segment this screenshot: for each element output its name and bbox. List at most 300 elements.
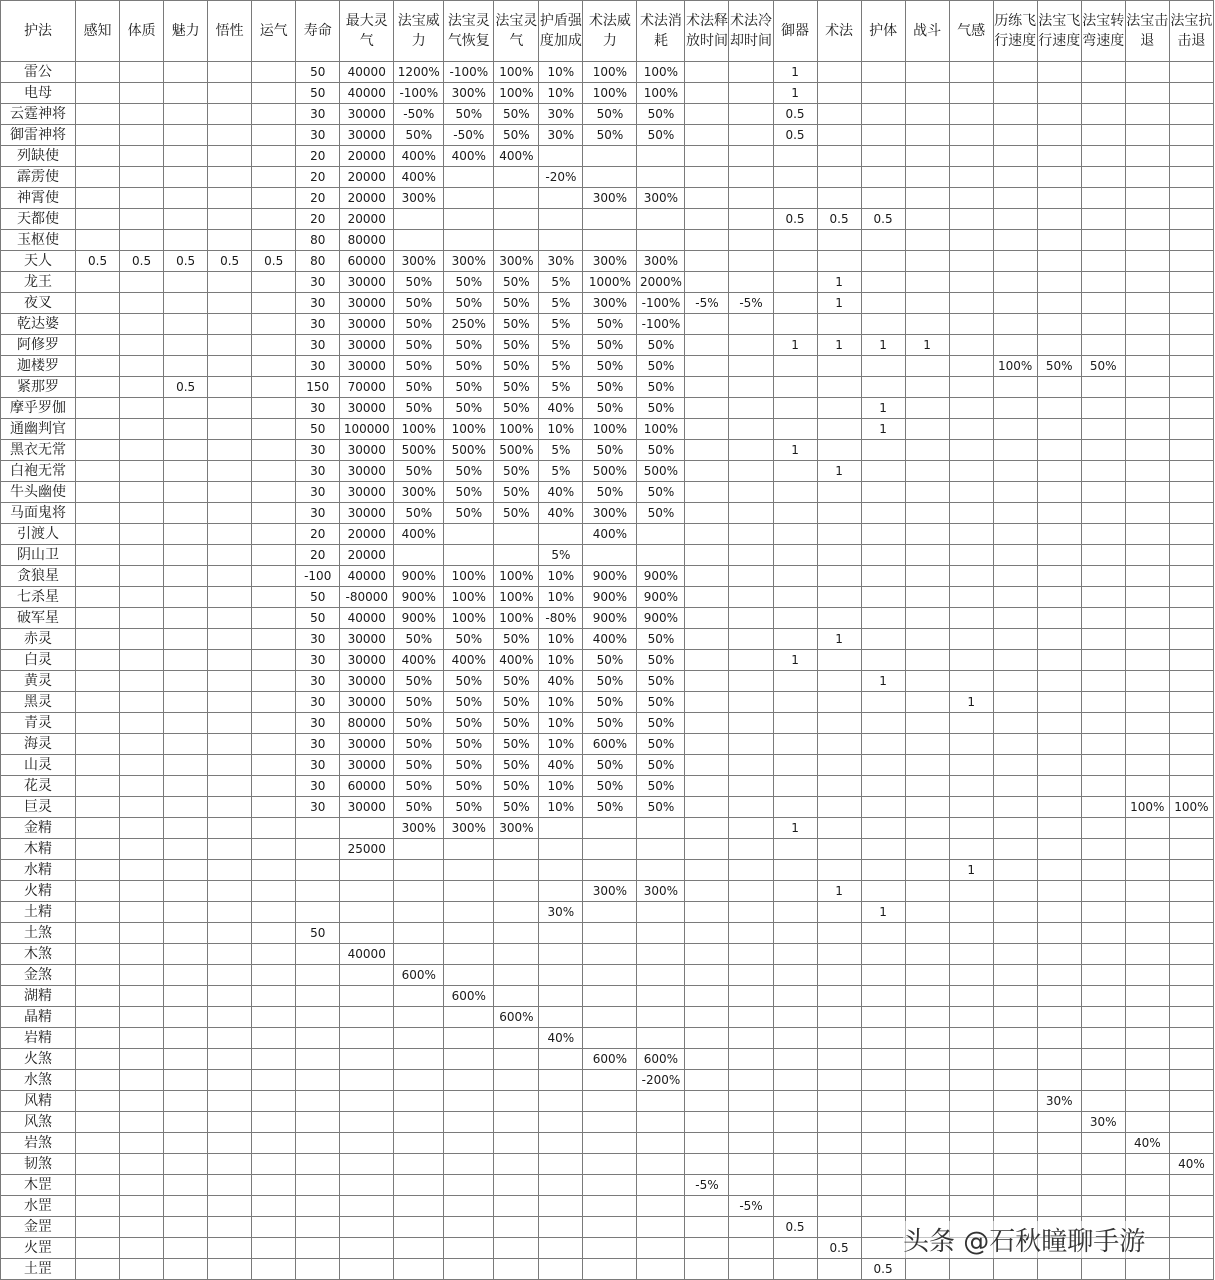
stat-cell: 50%: [494, 797, 539, 818]
stat-cell: 30000: [340, 461, 394, 482]
stat-cell: [949, 314, 993, 335]
stat-cell: [905, 1133, 949, 1154]
stat-cell: [1081, 944, 1125, 965]
stat-cell: [1125, 1070, 1169, 1091]
stat-cell: [208, 314, 252, 335]
stat-cell: [1125, 944, 1169, 965]
stat-cell: [340, 1196, 394, 1217]
stat-cell: [252, 167, 296, 188]
stat-cell: [1081, 1070, 1125, 1091]
stat-cell: [773, 524, 817, 545]
stat-cell: [208, 1049, 252, 1070]
stat-cell: [120, 671, 164, 692]
table-row: [1, 566, 1214, 587]
stat-cell: [993, 146, 1037, 167]
stat-cell: [444, 1238, 494, 1259]
stat-cell: [1169, 587, 1213, 608]
stat-cell: [1037, 1028, 1081, 1049]
stat-cell: 100%: [494, 566, 539, 587]
stat-cell: [1125, 1196, 1169, 1217]
stat-cell: 100%: [637, 83, 685, 104]
stat-cell: [252, 1238, 296, 1259]
stat-cell: 50%: [394, 461, 444, 482]
stat-cell: [120, 608, 164, 629]
stat-cell: [1125, 965, 1169, 986]
stat-cell: [773, 608, 817, 629]
table-row: [1, 314, 1214, 335]
stat-cell: [1125, 671, 1169, 692]
stat-cell: [296, 1217, 340, 1238]
stat-cell: 20: [296, 209, 340, 230]
stat-cell: 400%: [394, 524, 444, 545]
protector-name-cell: 山灵: [1, 755, 76, 776]
stat-cell: [1081, 377, 1125, 398]
stat-cell: [1037, 1070, 1081, 1091]
protector-name-cell: 湖精: [1, 986, 76, 1007]
stat-cell: 10%: [539, 776, 583, 797]
stat-cell: [685, 587, 729, 608]
stat-cell: [494, 902, 539, 923]
stat-cell: [817, 1196, 861, 1217]
stat-cell: [1081, 923, 1125, 944]
stat-cell: [164, 1238, 208, 1259]
stat-cell: [685, 1196, 729, 1217]
stat-cell: [252, 1175, 296, 1196]
stat-cell: [861, 860, 905, 881]
stat-cell: [729, 1238, 773, 1259]
stat-cell: [637, 944, 685, 965]
stat-cell: [729, 755, 773, 776]
stat-cell: [1081, 314, 1125, 335]
stat-cell: [773, 146, 817, 167]
stat-cell: [685, 1112, 729, 1133]
stat-cell: [729, 62, 773, 83]
stat-cell: [905, 314, 949, 335]
stat-cell: [637, 230, 685, 251]
stat-cell: [76, 671, 120, 692]
stat-cell: [861, 104, 905, 125]
stat-cell: [494, 1070, 539, 1091]
stat-cell: [164, 524, 208, 545]
column-header: 战斗: [905, 1, 949, 62]
stat-cell: [861, 1049, 905, 1070]
stat-cell: -200%: [637, 1070, 685, 1091]
stat-cell: [685, 1070, 729, 1091]
stat-cell: [539, 1259, 583, 1280]
stat-cell: [1037, 629, 1081, 650]
stat-cell: [494, 1175, 539, 1196]
stat-cell: [685, 881, 729, 902]
stat-cell: [1169, 398, 1213, 419]
stat-cell: [637, 902, 685, 923]
stat-cell: [583, 965, 637, 986]
stat-cell: [394, 545, 444, 566]
stat-cell: [773, 776, 817, 797]
stat-cell: [444, 944, 494, 965]
stat-cell: [861, 314, 905, 335]
stat-cell: 0.5: [861, 209, 905, 230]
stat-cell: 30%: [1037, 1091, 1081, 1112]
stat-cell: 0.5: [817, 209, 861, 230]
stat-cell: 30000: [340, 272, 394, 293]
stat-cell: [949, 356, 993, 377]
stat-cell: [1169, 881, 1213, 902]
stat-cell: [905, 734, 949, 755]
stat-cell: [1169, 125, 1213, 146]
stat-cell: [340, 1175, 394, 1196]
stat-cell: [1125, 587, 1169, 608]
stat-cell: [1169, 293, 1213, 314]
stat-cell: 50%: [494, 335, 539, 356]
stat-cell: [208, 587, 252, 608]
stat-cell: [905, 1070, 949, 1091]
stat-cell: [861, 566, 905, 587]
stat-cell: [729, 419, 773, 440]
stat-cell: [993, 566, 1037, 587]
stat-cell: 50%: [583, 440, 637, 461]
stat-cell: [208, 629, 252, 650]
stat-cell: [394, 1112, 444, 1133]
stat-cell: 30000: [340, 125, 394, 146]
stat-cell: [208, 461, 252, 482]
stat-cell: [120, 503, 164, 524]
stat-cell: [861, 377, 905, 398]
stat-cell: [1081, 713, 1125, 734]
stat-cell: [993, 209, 1037, 230]
stat-cell: [208, 524, 252, 545]
stat-cell: [729, 272, 773, 293]
stat-cell: [1125, 818, 1169, 839]
stat-cell: [494, 1154, 539, 1175]
stat-cell: [583, 1217, 637, 1238]
stat-cell: [583, 944, 637, 965]
stat-cell: [1081, 650, 1125, 671]
stat-cell: 0.5: [773, 104, 817, 125]
stat-cell: [1037, 209, 1081, 230]
stat-cell: 50%: [394, 776, 444, 797]
stat-cell: [76, 944, 120, 965]
stat-cell: [252, 608, 296, 629]
stat-cell: [296, 1133, 340, 1154]
stat-cell: [252, 1217, 296, 1238]
stat-cell: [583, 818, 637, 839]
stat-cell: [773, 860, 817, 881]
stat-cell: 10%: [539, 83, 583, 104]
stat-cell: [949, 188, 993, 209]
stat-cell: [729, 377, 773, 398]
stat-cell: [120, 461, 164, 482]
stat-cell: [685, 1133, 729, 1154]
table-row: [1, 104, 1214, 125]
stat-cell: [1037, 1196, 1081, 1217]
stat-cell: [1169, 692, 1213, 713]
stat-cell: [252, 587, 296, 608]
stat-cell: [729, 104, 773, 125]
stat-cell: [949, 839, 993, 860]
stat-cell: 20000: [340, 524, 394, 545]
stat-cell: -20%: [539, 167, 583, 188]
stat-cell: [685, 965, 729, 986]
column-header: 法宝转弯速度: [1081, 1, 1125, 62]
stat-cell: [296, 1070, 340, 1091]
stat-cell: [685, 104, 729, 125]
stat-cell: [1037, 335, 1081, 356]
stat-cell: 20: [296, 188, 340, 209]
stat-cell: 1: [861, 335, 905, 356]
stat-cell: [583, 167, 637, 188]
stat-cell: 50%: [444, 272, 494, 293]
stat-cell: [729, 398, 773, 419]
stat-cell: [164, 1196, 208, 1217]
stat-cell: [773, 503, 817, 524]
stat-cell: [296, 944, 340, 965]
stat-cell: [1037, 167, 1081, 188]
stat-cell: 100%: [1169, 797, 1213, 818]
stat-cell: 50%: [494, 293, 539, 314]
stat-cell: 50%: [444, 692, 494, 713]
stat-cell: [1125, 356, 1169, 377]
column-header: 法宝灵气: [494, 1, 539, 62]
stat-cell: [637, 1133, 685, 1154]
stat-cell: [76, 734, 120, 755]
stat-cell: [164, 755, 208, 776]
stat-cell: [949, 1154, 993, 1175]
stat-cell: [1037, 461, 1081, 482]
stat-cell: 40%: [539, 755, 583, 776]
stat-cell: [905, 608, 949, 629]
stat-cell: [76, 566, 120, 587]
protector-name-cell: 青灵: [1, 713, 76, 734]
table-row: [1, 440, 1214, 461]
stat-cell: [949, 1112, 993, 1133]
stat-cell: 50%: [494, 377, 539, 398]
column-header: 魅力: [164, 1, 208, 62]
stat-cell: [583, 1154, 637, 1175]
stat-cell: [1125, 167, 1169, 188]
stat-cell: 1: [773, 650, 817, 671]
stat-cell: 900%: [583, 608, 637, 629]
stat-cell: [817, 167, 861, 188]
stat-cell: [1081, 671, 1125, 692]
stat-cell: 300%: [583, 881, 637, 902]
stat-cell: [1169, 377, 1213, 398]
stat-cell: [817, 734, 861, 755]
stat-cell: [296, 902, 340, 923]
stat-cell: 100%: [444, 608, 494, 629]
table-row: [1, 83, 1214, 104]
stat-cell: [76, 1217, 120, 1238]
stat-cell: 50%: [637, 440, 685, 461]
stat-cell: [905, 524, 949, 545]
stat-cell: [583, 1091, 637, 1112]
stat-cell: [949, 545, 993, 566]
stat-cell: [1037, 671, 1081, 692]
stat-cell: 50%: [1037, 356, 1081, 377]
stat-cell: 20: [296, 167, 340, 188]
stat-cell: [905, 440, 949, 461]
stat-cell: [1081, 881, 1125, 902]
stat-cell: [861, 587, 905, 608]
stat-cell: [817, 650, 861, 671]
stat-cell: [1037, 503, 1081, 524]
stat-cell: [296, 1259, 340, 1280]
stat-cell: [1037, 776, 1081, 797]
stat-cell: [773, 944, 817, 965]
stat-cell: [949, 209, 993, 230]
stat-cell: 50%: [583, 671, 637, 692]
stat-cell: 20000: [340, 167, 394, 188]
stat-cell: 50: [296, 83, 340, 104]
stat-cell: [993, 461, 1037, 482]
stat-cell: [120, 923, 164, 944]
stat-cell: [1169, 1007, 1213, 1028]
stat-cell: [993, 797, 1037, 818]
stat-cell: [252, 755, 296, 776]
stat-cell: [208, 1133, 252, 1154]
stat-cell: [252, 692, 296, 713]
protector-name-cell: 电母: [1, 83, 76, 104]
stat-cell: [1125, 1028, 1169, 1049]
stat-cell: [120, 755, 164, 776]
stat-cell: [949, 1133, 993, 1154]
stat-cell: [1169, 776, 1213, 797]
stat-cell: 30000: [340, 398, 394, 419]
stat-cell: [394, 1028, 444, 1049]
table-row: [1, 776, 1214, 797]
stat-cell: [208, 83, 252, 104]
stat-cell: [1125, 734, 1169, 755]
stat-cell: 5%: [539, 545, 583, 566]
stat-cell: [340, 1028, 394, 1049]
stat-cell: [444, 1133, 494, 1154]
stat-cell: [685, 1217, 729, 1238]
stat-cell: 50%: [394, 503, 444, 524]
stat-cell: [120, 692, 164, 713]
stat-cell: [1081, 440, 1125, 461]
stat-cell: [1169, 104, 1213, 125]
stat-cell: [164, 902, 208, 923]
stat-cell: 900%: [637, 587, 685, 608]
stat-cell: [1169, 482, 1213, 503]
stat-cell: [444, 230, 494, 251]
stat-cell: [120, 881, 164, 902]
protector-name-cell: 雷公: [1, 62, 76, 83]
stat-cell: [1081, 146, 1125, 167]
stat-cell: 30: [296, 440, 340, 461]
stat-cell: 1: [773, 62, 817, 83]
stat-cell: [1081, 461, 1125, 482]
stat-cell: [905, 1091, 949, 1112]
stat-cell: [949, 650, 993, 671]
stat-cell: [905, 902, 949, 923]
stat-cell: 600%: [494, 1007, 539, 1028]
stat-cell: -100%: [637, 314, 685, 335]
column-header: 感知: [76, 1, 120, 62]
stat-cell: [208, 797, 252, 818]
stat-cell: [583, 1070, 637, 1091]
table-row: [1, 146, 1214, 167]
column-header: 御器: [773, 1, 817, 62]
protector-name-cell: 黄灵: [1, 671, 76, 692]
stat-cell: 10%: [539, 797, 583, 818]
stat-cell: [905, 692, 949, 713]
stat-cell: [993, 83, 1037, 104]
stat-cell: [1169, 608, 1213, 629]
stat-cell: [817, 902, 861, 923]
stat-cell: [817, 965, 861, 986]
stat-cell: [494, 188, 539, 209]
stat-cell: [1037, 146, 1081, 167]
stat-cell: [861, 62, 905, 83]
stat-cell: [905, 230, 949, 251]
stat-cell: [120, 797, 164, 818]
stat-cell: [1081, 1154, 1125, 1175]
stat-cell: 100%: [637, 419, 685, 440]
stat-cell: [340, 1070, 394, 1091]
stat-cell: 1: [861, 902, 905, 923]
stat-cell: [685, 902, 729, 923]
stat-cell: [1081, 545, 1125, 566]
stat-cell: [729, 482, 773, 503]
stat-cell: [120, 377, 164, 398]
stat-cell: [208, 818, 252, 839]
stat-cell: 30: [296, 734, 340, 755]
stat-cell: [164, 146, 208, 167]
table-row: [1, 167, 1214, 188]
stat-cell: [637, 1154, 685, 1175]
protector-name-cell: 阴山卫: [1, 545, 76, 566]
stat-cell: [164, 1112, 208, 1133]
stat-cell: [949, 965, 993, 986]
stat-cell: [583, 1259, 637, 1280]
stat-cell: [817, 587, 861, 608]
stat-cell: [76, 629, 120, 650]
stat-cell: [993, 881, 1037, 902]
protector-name-cell: 水精: [1, 860, 76, 881]
protector-name-cell: 金精: [1, 818, 76, 839]
stat-cell: [905, 1259, 949, 1280]
stat-cell: [817, 503, 861, 524]
stat-cell: [394, 881, 444, 902]
stat-cell: [76, 797, 120, 818]
stat-cell: [296, 986, 340, 1007]
stat-cell: [494, 965, 539, 986]
stat-cell: [120, 209, 164, 230]
stat-cell: [76, 902, 120, 923]
stat-cell: [1169, 272, 1213, 293]
stat-cell: [993, 1154, 1037, 1175]
stat-cell: [773, 839, 817, 860]
stat-cell: [494, 1049, 539, 1070]
stat-cell: [1125, 1154, 1169, 1175]
stat-cell: 50%: [637, 503, 685, 524]
stat-cell: [539, 524, 583, 545]
stat-cell: [120, 1070, 164, 1091]
stat-cell: [729, 1007, 773, 1028]
stat-cell: [1081, 692, 1125, 713]
stat-cell: [583, 1028, 637, 1049]
table-row: [1, 671, 1214, 692]
stat-cell: [1125, 314, 1169, 335]
table-row: [1, 797, 1214, 818]
stat-cell: -100: [296, 566, 340, 587]
stat-cell: 5%: [539, 293, 583, 314]
stat-cell: [773, 1007, 817, 1028]
stat-cell: [685, 188, 729, 209]
stat-cell: [394, 1133, 444, 1154]
stat-cell: [208, 671, 252, 692]
stat-cell: [76, 776, 120, 797]
